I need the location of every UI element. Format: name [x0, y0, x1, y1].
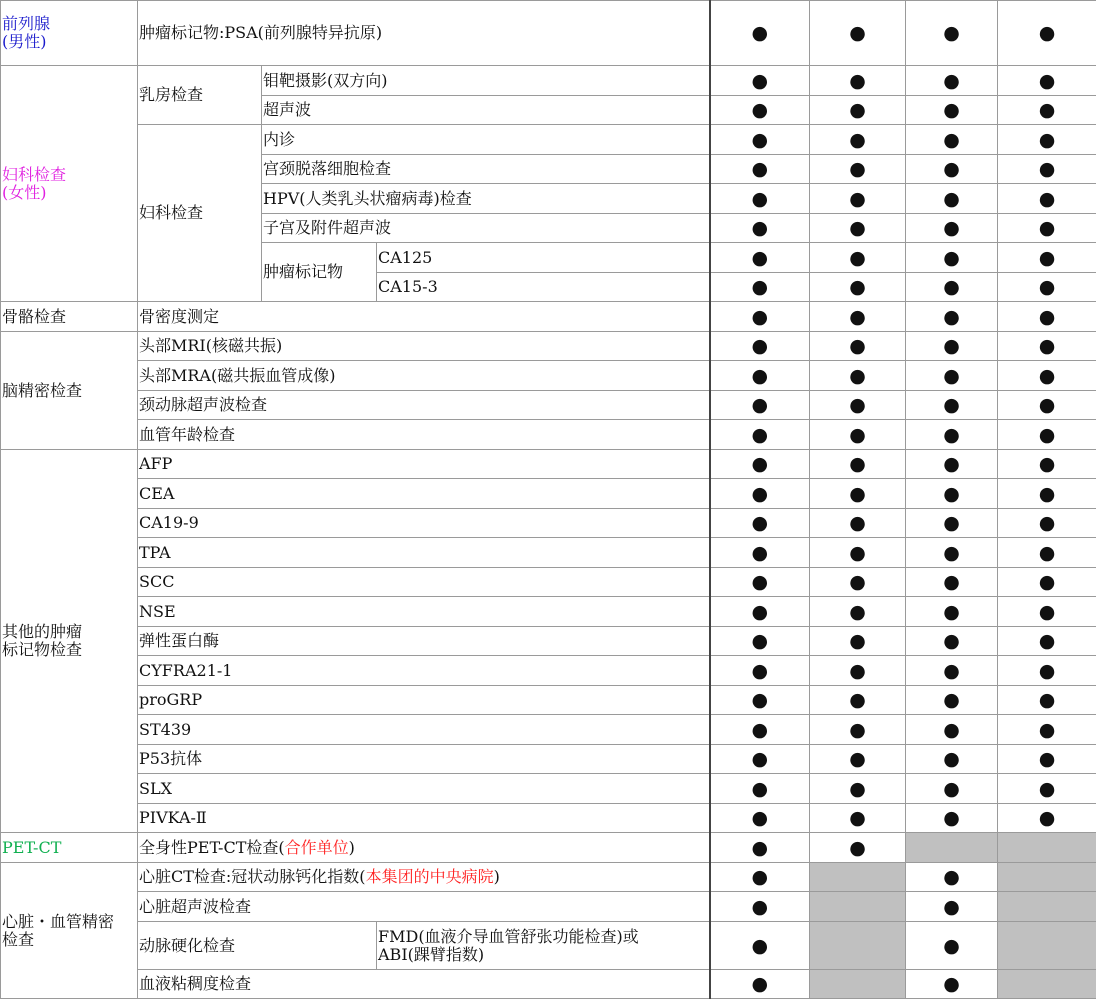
category-petct: PET-CT [1, 833, 138, 863]
table-row [1, 66, 1096, 96]
check-dot: ● [810, 745, 906, 774]
check-dot: ● [998, 450, 1096, 479]
item-label: 内诊 [262, 125, 710, 155]
check-dot: ● [906, 125, 998, 155]
check-dot: ● [710, 391, 810, 420]
check-dot: ● [906, 391, 998, 420]
item-label: 头部MRI(核磁共振) [138, 332, 710, 361]
table-row [1, 391, 1096, 420]
table-row [1, 597, 1096, 627]
category-brain: 脑精密检查 [1, 332, 138, 450]
check-dot: ● [710, 804, 810, 833]
table-row [1, 479, 1096, 509]
item-label: proGRP [138, 686, 710, 715]
check-dot: ● [998, 597, 1096, 627]
item-label: 血液粘稠度检查 [138, 970, 710, 999]
check-dot: ● [810, 214, 906, 243]
check-dot: ● [810, 332, 906, 361]
table-row [1, 627, 1096, 656]
check-dot: ● [810, 715, 906, 745]
item-heart-ct: 心脏CT检查:冠状动脉钙化指数(本集团的中央病院) [138, 863, 710, 892]
item-label: P53抗体 [138, 745, 710, 774]
table-row [1, 538, 1096, 568]
table-row [1, 774, 1096, 804]
table-row [1, 833, 1096, 863]
item-label: SCC [138, 568, 710, 597]
check-dot: ● [906, 627, 998, 656]
check-dot: ● [906, 420, 998, 450]
check-dot: ● [998, 656, 1096, 686]
check-dot: ● [998, 420, 1096, 450]
check-dot: ● [810, 1, 906, 66]
table-row [1, 863, 1096, 892]
check-dot: ● [998, 391, 1096, 420]
check-dot: ● [810, 479, 906, 509]
item-petct: 全身性PET-CT检查(合作单位) [138, 833, 710, 863]
category-tumor-markers: 其他的肿瘤 标记物检查 [1, 450, 138, 833]
table-row [1, 302, 1096, 332]
item-label: 动脉硬化检查 [138, 922, 377, 970]
check-dot: ● [710, 509, 810, 538]
check-dot: ● [710, 125, 810, 155]
item-psa: 肿瘤标记物:PSA(前列腺特异抗原) [138, 1, 710, 66]
subcategory-breast: 乳房检查 [138, 66, 262, 125]
unavailable-cell [810, 970, 906, 999]
item-label: 弹性蛋白酶 [138, 627, 710, 656]
check-dot: ● [998, 509, 1096, 538]
check-dot: ● [906, 922, 998, 970]
check-dot: ● [810, 568, 906, 597]
unavailable-cell [998, 892, 1096, 922]
item-label: CYFRA21-1 [138, 656, 710, 686]
check-dot: ● [906, 656, 998, 686]
check-dot: ● [998, 155, 1096, 184]
check-dot: ● [906, 597, 998, 627]
check-dot: ● [998, 568, 1096, 597]
unavailable-cell [998, 863, 1096, 892]
check-dot: ● [906, 509, 998, 538]
check-dot: ● [906, 361, 998, 391]
check-dot: ● [998, 125, 1096, 155]
check-dot: ● [998, 66, 1096, 96]
check-dot: ● [998, 96, 1096, 125]
table-row [1, 656, 1096, 686]
check-dot: ● [810, 96, 906, 125]
check-dot: ● [998, 715, 1096, 745]
check-dot: ● [998, 479, 1096, 509]
item-detail: FMD(血液介导血管舒张功能检查)或 ABI(踝臂指数) [377, 922, 710, 970]
check-dot: ● [906, 568, 998, 597]
item-label: CA19-9 [138, 509, 710, 538]
check-dot: ● [906, 538, 998, 568]
item-label: PIVKA-Ⅱ [138, 804, 710, 833]
check-dot: ● [810, 125, 906, 155]
check-dot: ● [906, 686, 998, 715]
check-dot: ● [998, 243, 1096, 273]
unavailable-cell [810, 863, 906, 892]
check-dot: ● [710, 715, 810, 745]
check-dot: ● [710, 538, 810, 568]
check-dot: ● [810, 686, 906, 715]
check-dot: ● [810, 420, 906, 450]
check-dot: ● [906, 774, 998, 804]
check-dot: ● [906, 332, 998, 361]
check-dot: ● [998, 774, 1096, 804]
item-label: 超声波 [262, 96, 710, 125]
check-dot: ● [710, 627, 810, 656]
check-dot: ● [998, 1, 1096, 66]
check-dot: ● [710, 302, 810, 332]
check-dot: ● [906, 184, 998, 214]
check-dot: ● [710, 1, 810, 66]
table-row [1, 361, 1096, 391]
item-label: SLX [138, 774, 710, 804]
item-label: AFP [138, 450, 710, 479]
table-row [1, 745, 1096, 774]
check-dot: ● [998, 214, 1096, 243]
table-row [1, 568, 1096, 597]
check-dot: ● [906, 273, 998, 302]
check-dot: ● [710, 892, 810, 922]
unavailable-cell [810, 892, 906, 922]
table-row [1, 420, 1096, 450]
check-dot: ● [710, 479, 810, 509]
unavailable-cell [906, 833, 998, 863]
check-dot: ● [710, 66, 810, 96]
item-label: 颈动脉超声波检查 [138, 391, 710, 420]
check-dot: ● [810, 627, 906, 656]
check-dot: ● [810, 804, 906, 833]
table-row [1, 804, 1096, 833]
check-dot: ● [710, 450, 810, 479]
check-dot: ● [998, 302, 1096, 332]
table-row [1, 1, 1096, 66]
check-dot: ● [710, 332, 810, 361]
item-label: 头部MRA(磁共振血管成像) [138, 361, 710, 391]
check-dot: ● [710, 273, 810, 302]
check-dot: ● [906, 214, 998, 243]
table-row [1, 922, 1096, 970]
category-prostate: 前列腺 (男性) [1, 1, 138, 66]
check-dot: ● [810, 155, 906, 184]
item-label: 钼靶摄影(双方向) [262, 66, 710, 96]
item-label: 子宫及附件超声波 [262, 214, 710, 243]
category-bone: 骨骼检查 [1, 302, 138, 332]
unavailable-cell [998, 833, 1096, 863]
check-dot: ● [906, 302, 998, 332]
item-label: 血管年龄检查 [138, 420, 710, 450]
check-dot: ● [810, 302, 906, 332]
check-dot: ● [710, 656, 810, 686]
subcategory-gynecology: 妇科检查 [138, 125, 262, 302]
check-dot: ● [906, 715, 998, 745]
check-dot: ● [710, 745, 810, 774]
check-dot: ● [710, 970, 810, 999]
item-label: 宫颈脱落细胞检查 [262, 155, 710, 184]
table-row [1, 970, 1096, 999]
check-dot: ● [906, 1, 998, 66]
item-label: 骨密度测定 [138, 302, 710, 332]
check-dot: ● [710, 833, 810, 863]
check-dot: ● [906, 745, 998, 774]
check-dot: ● [810, 66, 906, 96]
check-dot: ● [710, 922, 810, 970]
check-dot: ● [906, 66, 998, 96]
check-dot: ● [710, 597, 810, 627]
check-dot: ● [998, 361, 1096, 391]
check-dot: ● [810, 597, 906, 627]
check-dot: ● [710, 155, 810, 184]
check-dot: ● [998, 686, 1096, 715]
check-dot: ● [998, 332, 1096, 361]
check-dot: ● [906, 863, 998, 892]
check-dot: ● [906, 804, 998, 833]
check-dot: ● [906, 892, 998, 922]
check-dot: ● [906, 450, 998, 479]
item-label: CA125 [377, 243, 710, 273]
table-row [1, 686, 1096, 715]
table-row [1, 892, 1096, 922]
check-dot: ● [710, 686, 810, 715]
check-dot: ● [998, 273, 1096, 302]
item-label: CEA [138, 479, 710, 509]
check-dot: ● [810, 391, 906, 420]
check-dot: ● [810, 538, 906, 568]
check-dot: ● [998, 745, 1096, 774]
subcategory-tumor-marker: 肿瘤标记物 [262, 243, 377, 302]
check-dot: ● [906, 155, 998, 184]
table-row [1, 509, 1096, 538]
check-dot: ● [810, 656, 906, 686]
item-label: TPA [138, 538, 710, 568]
table-row [1, 450, 1096, 479]
unavailable-cell [998, 922, 1096, 970]
check-dot: ● [710, 568, 810, 597]
check-dot: ● [710, 184, 810, 214]
table-row [1, 715, 1096, 745]
check-dot: ● [998, 804, 1096, 833]
check-dot: ● [998, 184, 1096, 214]
check-dot: ● [810, 509, 906, 538]
check-dot: ● [710, 774, 810, 804]
check-dot: ● [810, 243, 906, 273]
item-label: HPV(人类乳头状瘤病毒)检查 [262, 184, 710, 214]
check-dot: ● [810, 774, 906, 804]
check-dot: ● [998, 627, 1096, 656]
check-dot: ● [710, 214, 810, 243]
check-dot: ● [810, 361, 906, 391]
category-heart: 心脏・血管精密 检查 [1, 863, 138, 999]
table-row [1, 332, 1096, 361]
check-dot: ● [810, 273, 906, 302]
check-dot: ● [810, 450, 906, 479]
check-dot: ● [906, 243, 998, 273]
item-label: 心脏超声波检查 [138, 892, 710, 922]
check-dot: ● [906, 970, 998, 999]
check-dot: ● [710, 863, 810, 892]
check-dot: ● [710, 361, 810, 391]
check-dot: ● [710, 420, 810, 450]
check-dot: ● [810, 184, 906, 214]
item-label: ST439 [138, 715, 710, 745]
item-label: NSE [138, 597, 710, 627]
check-dot: ● [998, 538, 1096, 568]
check-dot: ● [710, 96, 810, 125]
table-row [1, 125, 1096, 155]
item-label: CA15-3 [377, 273, 710, 302]
category-gynecology: 妇科检查 (女性) [1, 66, 138, 302]
check-dot: ● [810, 833, 906, 863]
check-dot: ● [906, 479, 998, 509]
check-dot: ● [906, 96, 998, 125]
unavailable-cell [998, 970, 1096, 999]
unavailable-cell [810, 922, 906, 970]
check-dot: ● [710, 243, 810, 273]
